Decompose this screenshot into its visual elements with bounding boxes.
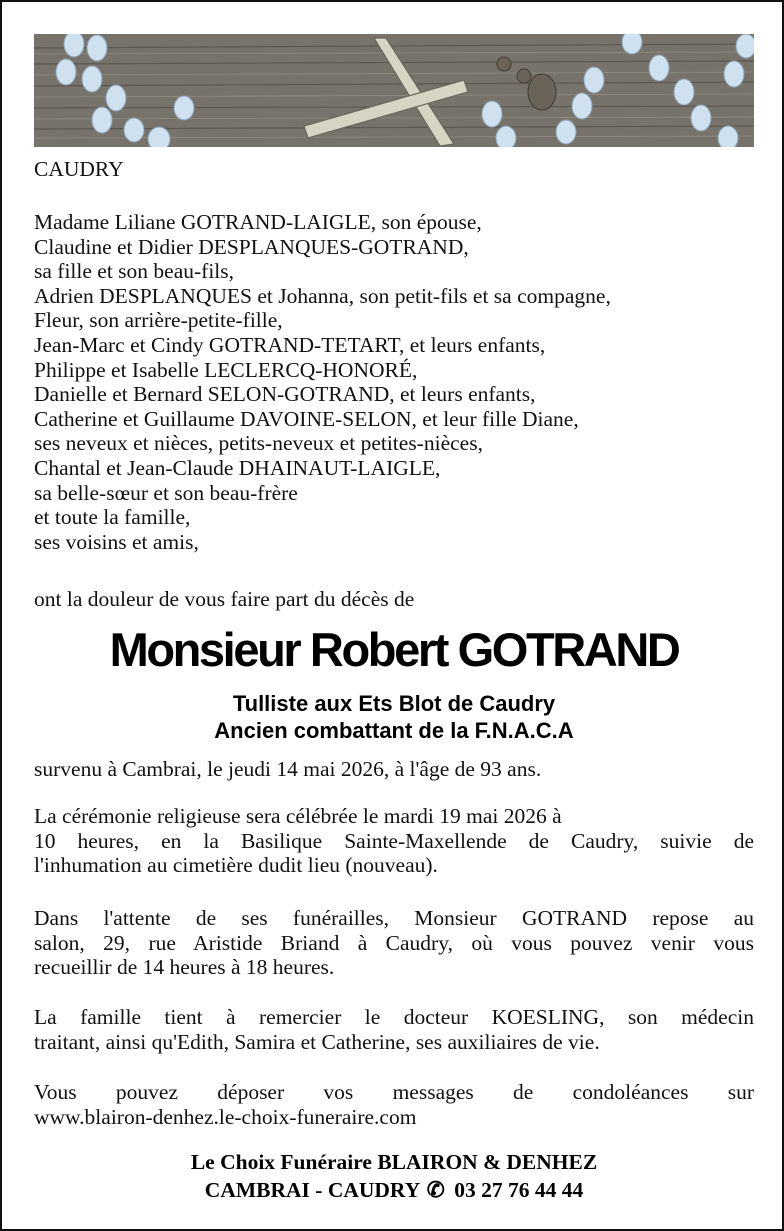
family-line: Chantal et Jean-Claude DHAINAUT-LAIGLE,	[34, 455, 441, 480]
family-line: sa belle-sœur et son beau-frère	[34, 480, 298, 505]
condolences-line: Vous pouvez déposer vos messages de condoléances sur	[34, 1080, 754, 1104]
viewing-line: recueillir de 14 heures à 18 heures.	[34, 955, 335, 980]
deceased-veteran: Ancien combattant de la F.N.A.C.A	[214, 718, 574, 743]
thanks-line: traitant, ainsi qu'Edith, Samira et Catherine, ses auxiliaires de vie.	[34, 1029, 600, 1054]
family-line: sa fille et son beau-fils,	[34, 259, 235, 284]
funeral-home-name: Le Choix Funéraire BLAIRON & DENHEZ	[190, 1150, 598, 1174]
family-list	[34, 210, 754, 554]
family-line: Danielle et Bernard SELON-GOTRAND, et leurs enfants,	[34, 382, 536, 407]
family-line: et toute la famille,	[34, 505, 191, 530]
funeral-home-cities: CAMBRAI - CAUDRY	[204, 1178, 420, 1202]
location-heading	[34, 157, 754, 182]
family-line: Jean-Marc et Cindy GOTRAND-TETART, et leurs enfants,	[34, 332, 546, 357]
thanks-paragraph	[34, 1005, 754, 1054]
family-line: Adrien DESPLANQUES et Johanna, son petit-fils et sa compagne,	[34, 283, 611, 308]
family-line: Catherine et Guillaume DAVOINE-SELON, et leur fille Diane,	[34, 406, 579, 431]
announcement-text: ont la douleur de vous faire part du décès de	[34, 587, 415, 611]
condolences-link[interactable]: www.blairon-denhez.le-choix-funeraire.com	[34, 1104, 417, 1129]
death-notice-text: survenu à Cambrai, le jeudi 14 mai 2026, à l'âge de 93 ans.	[34, 757, 542, 781]
family-line: Madame Liliane GOTRAND-LAIGLE, son épouse,	[34, 210, 482, 234]
family-line: ses neveux et nièces, petits-neveux et petites-nièces,	[34, 431, 483, 456]
family-line: Fleur, son arrière-petite-fille,	[34, 308, 283, 333]
deceased-occupation: Tulliste aux Ets Blot de Caudry	[232, 691, 556, 716]
ceremony-line: l'inhumation au cimetière dudit lieu (nouveau).	[34, 853, 438, 878]
deceased-name: Monsieur Robert GOTRAND	[109, 623, 679, 676]
ceremony-line: 10 heures, en la Basilique Sainte-Maxellende de Caudry, suivie de	[34, 828, 754, 853]
rosary-icon	[34, 34, 754, 147]
family-line: ses voisins et amis,	[34, 529, 199, 554]
condolences-paragraph	[34, 1080, 754, 1129]
ceremony-paragraph	[34, 804, 754, 878]
funeral-home-phone[interactable]: 03 27 76 44 44	[454, 1178, 584, 1202]
phone-icon: ✆	[426, 1178, 445, 1202]
announcement	[34, 587, 754, 612]
funeral-home-contact	[34, 1176, 754, 1205]
location-text: CAUDRY	[34, 157, 124, 181]
viewing-paragraph	[34, 906, 754, 980]
rosary-banner-image	[34, 34, 754, 147]
family-line: Claudine et Didier DESPLANQUES-GOTRAND,	[34, 234, 469, 259]
viewing-line: Dans l'attente de ses funérailles, Monsieur GOTRAND repose au	[34, 906, 754, 930]
thanks-line: La famille tient à remercier le docteur KOESLING, son médecin	[34, 1005, 754, 1029]
viewing-line: salon, 29, rue Aristide Briand à Caudry, où vous pouvez venir vous	[34, 930, 754, 955]
death-notice	[34, 757, 754, 782]
ceremony-line: La cérémonie religieuse sera célébrée le mardi 19 mai 2026 à	[34, 804, 562, 828]
family-line: Philippe et Isabelle LECLERCQ-HONORÉ,	[34, 357, 418, 382]
